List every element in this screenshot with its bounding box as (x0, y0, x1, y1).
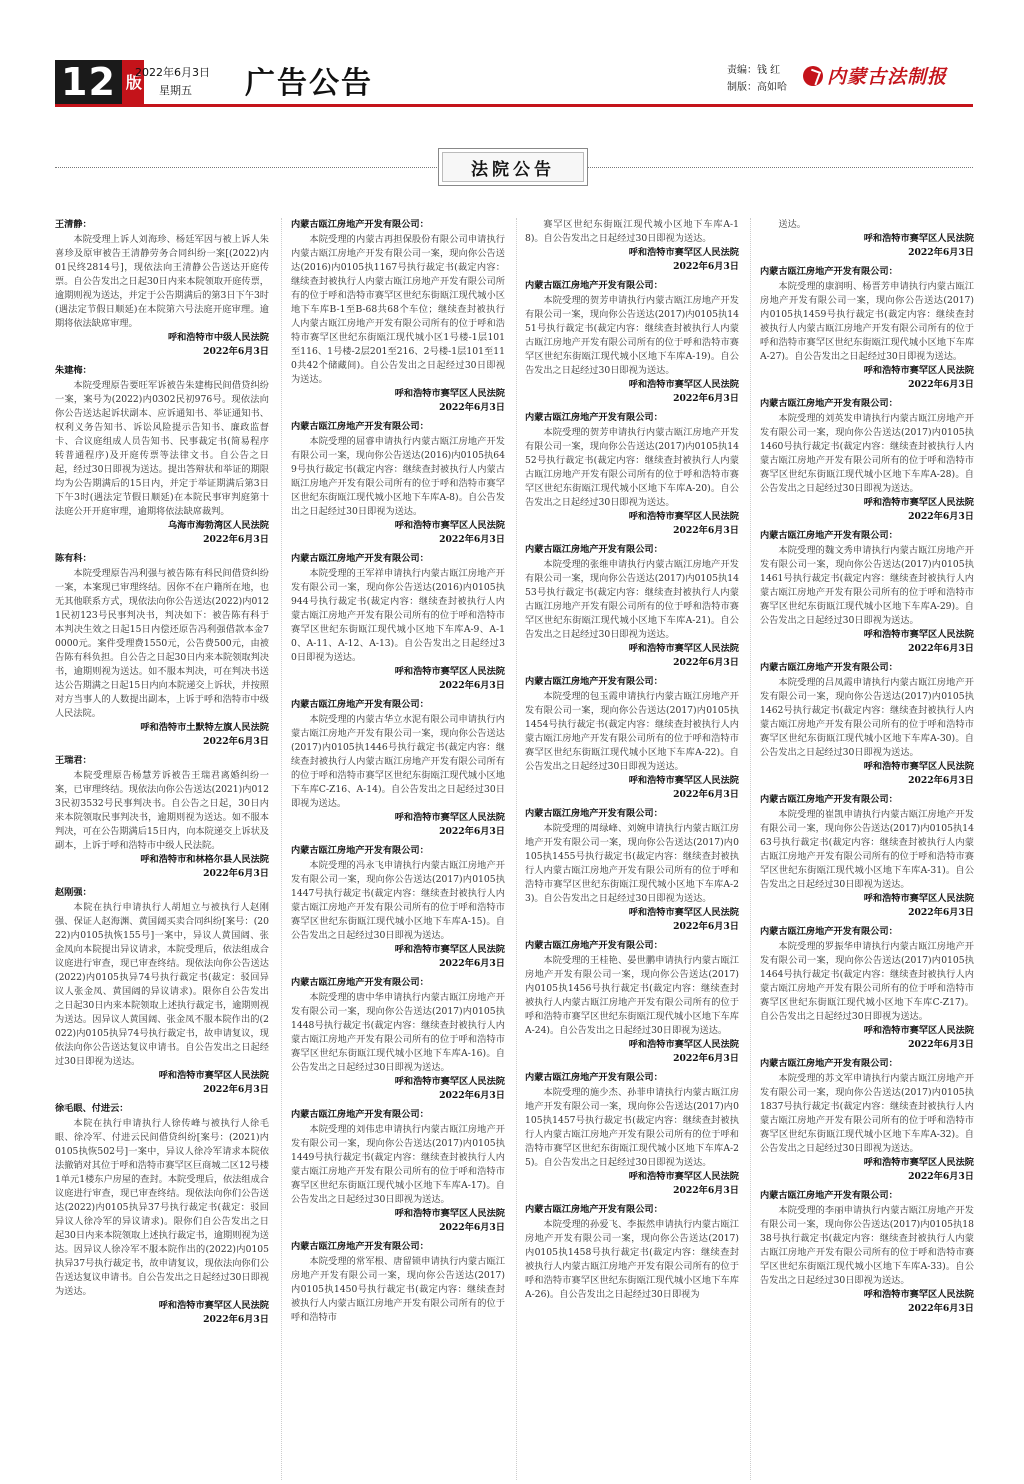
notice-addressee: 内蒙古瓯江房地产开发有限公司： (525, 1072, 663, 1083)
court-notice (55, 364, 269, 547)
notice-date: 2022年6月3日 (673, 921, 739, 932)
issue-weekday: 星期五 (159, 84, 192, 97)
notice-court: 呼和浩特市土默特左旗人民法院 (140, 722, 269, 733)
notice-body: 本院受理的内蒙古再担保股份有限公司申请执行内蒙古瓯江房地产开发有限公司一案，现向你公告送达(2016)内0105执1167号执行裁定书(裁定内容：继续查封被执行人内蒙古瓯江房地产开发有限公司所有的位于呼和浩特市赛罕区世纪东街瓯江现代城小区地下车库B-1至B-68共68个车位；继续查封被执行人内蒙古瓯江房地产开发有限公司所有的位于呼和浩特市赛罕区世纪东街瓯江现代城小区1号楼-1层101至116、1号楼-2层201至216、2号楼-1层101至110共42个储藏间)。自公告发出之日起经过30日即视为送达。 (291, 234, 505, 385)
notice-body: 本院受理的张维申请执行内蒙古瓯江房地产开发有限公司一案，现向你公告送达(2017)内0105执1453号执行裁定书(裁定内容：继续查封被执行人内蒙古瓯江房地产开发有限公司所有的位于呼和浩特市赛罕区世纪东街瓯江现代城小区地下车库A-21)。自公告发出之日起经过30日即视为送达。 (525, 559, 739, 640)
notice-court: 呼和浩特市赛罕区人民法院 (394, 666, 505, 677)
notice-addressee: 内蒙古瓯江房地产开发有限公司： (525, 1204, 663, 1215)
court-notice (760, 1189, 974, 1316)
notice-court: 呼和浩特市赛罕区人民法院 (863, 497, 974, 508)
notice-date: 2022年6月3日 (673, 657, 739, 668)
notice-addressee: 朱建梅： (55, 365, 92, 376)
notice-addressee: 内蒙古瓯江房地产开发有限公司： (525, 808, 663, 819)
court-notice (760, 925, 974, 1052)
notice-court: 呼和浩特市赛罕区人民法院 (863, 629, 974, 640)
notice-court: 呼和浩特市赛罕区人民法院 (394, 520, 505, 531)
notice-body: 本院受理的唐中华申请执行内蒙古瓯江房地产开发有限公司一案，现向你公告送达(2017)内0105执1448号执行裁定书(裁定内容：继续查封被执行人内蒙古瓯江房地产开发有限公司所有的位于呼和浩特市赛罕区世纪东街瓯江现代城小区地下车库A-16)。自公告发出之日起经过30日即视为送达。 (291, 992, 505, 1073)
notice-addressee: 王清静： (55, 219, 92, 230)
notice-date: 2022年6月3日 (203, 868, 269, 879)
notice-addressee: 内蒙古瓯江房地产开发有限公司： (291, 845, 429, 856)
court-notice (760, 661, 974, 788)
notice-body: 本院受理的王桂艳、晏世鹏申请执行内蒙古瓯江房地产开发有限公司一案，现向你公告送达(2017)内0105执1456号执行裁定书(裁定内容：继续查封被执行人内蒙古瓯江房地产开发有限公司所有的位于呼和浩特市赛罕区世纪东街瓯江现代城小区地下车库A-24)。自公告发出之日起经过30日即视为送达。 (525, 955, 739, 1036)
masthead (0, 0, 1024, 110)
notice-body: 本院受理的王军祥申请执行内蒙古瓯江房地产开发有限公司一案，现向你公告送达(2016)内0105执944号执行裁定书(裁定内容：继续查封被执行人内蒙古瓯江房地产开发有限公司所有的位于呼和浩特市赛罕区世纪东街瓯江现代城小区地下车库A-9、A-10、A-11、A-12、A-13)。自公告发出之日起经过30日即视为送达。 (291, 568, 505, 663)
notice-addressee: 内蒙古瓯江房地产开发有限公司： (525, 280, 663, 291)
notice-court: 呼和浩特市赛罕区人民法院 (863, 1289, 974, 1300)
notice-court: 呼和浩特市赛罕区人民法院 (628, 1171, 739, 1182)
notice-body: 本院受理的施少杰、孙菲申请执行内蒙古瓯江房地产开发有限公司一案，现向你公告送达(2017)内0105执1457号执行裁定书(裁定内容：继续查封被执行人内蒙古瓯江房地产开发有限公司所有的位于呼和浩特市赛罕区世纪东街瓯江现代城小区地下车库A-25)。自公告发出之日起经过30日即视为送达。 (525, 1087, 739, 1168)
notice-addressee: 内蒙古瓯江房地产开发有限公司： (760, 530, 898, 541)
notice-date: 2022年6月3日 (908, 643, 974, 654)
notice-court: 呼和浩特市赛罕区人民法院 (863, 1025, 974, 1036)
notice-date: 2022年6月3日 (908, 1303, 974, 1314)
court-notice (525, 675, 739, 802)
notice-court: 呼和浩特市赛罕区人民法院 (158, 1070, 269, 1081)
notice-court: 呼和浩特市赛罕区人民法院 (628, 247, 739, 258)
notice-addressee: 内蒙古瓯江房地产开发有限公司： (525, 412, 663, 423)
notice-body: 本院受理上诉人刘海珍、杨廷军因与被上诉人朱喜珍及原审被告王清静劳务合同纠纷一案[(2022)内01民终2814号]，现依法向王清静公告送达开庭传票。自公告发出之日起30日内来本院领取开庭传票，逾期则视为送达，并定于公告期满后的第3日下午3时(遇法定节假日顺延)在本院第六号法庭开庭审理。逾期将依法缺席审理。 (55, 234, 269, 329)
logo-mark-icon (803, 66, 823, 86)
court-notice (55, 1102, 269, 1327)
column-divider (281, 218, 282, 1480)
credits (727, 62, 787, 96)
notice-body: 本院受理的冯永飞申请执行内蒙古瓯江房地产开发有限公司一案，现向你公告送达(2017)内0105执1447号执行裁定书(裁定内容：继续查封被执行人内蒙古瓯江房地产开发有限公司所有的位于呼和浩特市赛罕区世纪东街瓯江现代城小区地下车库A-15)。自公告发出之日起经过30日即视为送达。 (291, 860, 505, 941)
notice-court: 呼和浩特市赛罕区人民法院 (863, 365, 974, 376)
notice-date: 2022年6月3日 (908, 907, 974, 918)
notice-court: 呼和浩特市赛罕区人民法院 (863, 893, 974, 904)
section-banner-row (0, 148, 1024, 188)
notice-court: 呼和浩特市赛罕区人民法院 (628, 1039, 739, 1050)
notice-addressee: 内蒙古瓯江房地产开发有限公司： (760, 662, 898, 673)
section-banner (438, 148, 588, 186)
notice-addressee: 陈有科： (55, 553, 92, 564)
header-rule (55, 104, 973, 107)
notice-addressee: 内蒙古瓯江房地产开发有限公司： (760, 794, 898, 805)
notice-date: 2022年6月3日 (203, 346, 269, 357)
notice-date: 2022年6月3日 (203, 736, 269, 747)
notice-date: 2022年6月3日 (203, 534, 269, 545)
notice-date: 2022年6月3日 (673, 789, 739, 800)
column-divider (750, 218, 751, 1480)
notice-date: 2022年6月3日 (203, 1084, 269, 1095)
notice-body: 本院受理的常军根、唐留锁申请执行内蒙古瓯江房地产开发有限公司一案，现向你公告送达(2017)内0105执1450号执行裁定书(裁定内容：继续查封被执行人内蒙古瓯江房地产开发有限公司所有的位于呼和浩特市 (291, 1256, 505, 1323)
notice-date: 2022年6月3日 (439, 826, 505, 837)
notice-addressee: 内蒙古瓯江房地产开发有限公司： (291, 1241, 429, 1252)
notice-body: 本院受理的周绿峰、刘婉申请执行内蒙古瓯江房地产开发有限公司一案，现向你公告送达(2017)内0105执1455号执行裁定书(裁定内容：继续查封被执行人内蒙古瓯江房地产开发有限公司所有的位于呼和浩特市赛罕区世纪东街瓯江现代城小区地下车库A-23)。自公告发出之日起经过30日即视为送达。 (525, 823, 739, 904)
notice-body: 本院受理的刘伟忠申请执行内蒙古瓯江房地产开发有限公司一案，现向你公告送达(2017)内0105执1449号执行裁定书(裁定内容：继续查封被执行人内蒙古瓯江房地产开发有限公司所有的位于呼和浩特市赛罕区世纪东街瓯江现代城小区地下车库A-17)。自公告发出之日起经过30日即视为送达。 (291, 1124, 505, 1205)
notice-addressee: 徐毛眼、付进云： (55, 1103, 129, 1114)
notice-date: 2022年6月3日 (908, 247, 974, 258)
notice-addressee: 内蒙古瓯江房地产开发有限公司： (525, 544, 663, 555)
notice-addressee: 内蒙古瓯江房地产开发有限公司： (760, 1190, 898, 1201)
column-divider (516, 218, 517, 1480)
notice-date: 2022年6月3日 (439, 534, 505, 545)
section-title: 广告公告 (245, 66, 373, 101)
notice-date: 2022年6月3日 (439, 1222, 505, 1233)
issue-date: 2022年6月3日 (135, 66, 210, 79)
notice-addressee: 内蒙古瓯江房地产开发有限公司： (760, 926, 898, 937)
notice-date: 2022年6月3日 (673, 261, 739, 272)
notice-court: 呼和浩特市赛罕区人民法院 (628, 643, 739, 654)
notice-date: 2022年6月3日 (908, 511, 974, 522)
court-notice (291, 218, 505, 415)
newspaper-logo (803, 62, 947, 89)
court-notice (55, 552, 269, 749)
page-ban-label: 版 (122, 60, 144, 104)
notice-court: 呼和浩特市赛罕区人民法院 (158, 1300, 269, 1311)
notice-court: 呼和浩特市赛罕区人民法院 (394, 812, 505, 823)
notice-date: 2022年6月3日 (203, 1314, 269, 1325)
notice-court: 呼和浩特市赛罕区人民法院 (628, 379, 739, 390)
producer-credit: 制版：高如哈 (727, 82, 787, 93)
notice-court: 呼和浩特市赛罕区人民法院 (394, 388, 505, 399)
notice-court: 呼和浩特市赛罕区人民法院 (863, 1157, 974, 1168)
notice-court: 呼和浩特市中级人民法院 (167, 332, 269, 343)
notice-date: 2022年6月3日 (673, 1053, 739, 1064)
court-notice (525, 218, 739, 274)
notice-court: 呼和浩特市赛罕区人民法院 (628, 775, 739, 786)
notice-addressee: 赵刚强： (55, 887, 92, 898)
notice-court: 呼和浩特市赛罕区人民法院 (628, 907, 739, 918)
notice-addressee: 王瑞君： (55, 755, 92, 766)
notice-date: 2022年6月3日 (439, 958, 505, 969)
notice-date: 2022年6月3日 (908, 1171, 974, 1182)
court-notice (291, 1108, 505, 1235)
notice-court: 呼和浩特市赛罕区人民法院 (394, 1208, 505, 1219)
notice-court: 呼和浩特市和林格尔县人民法院 (140, 854, 269, 865)
notice-addressee: 内蒙古瓯江房地产开发有限公司： (525, 940, 663, 951)
court-notice (760, 529, 974, 656)
notice-addressee: 内蒙古瓯江房地产开发有限公司： (291, 553, 429, 564)
notice-date: 2022年6月3日 (439, 1090, 505, 1101)
notice-court: 呼和浩特市赛罕区人民法院 (628, 511, 739, 522)
notice-body: 本院受理的苏文军申请执行内蒙古瓯江房地产开发有限公司一案，现向你公告送达(2017)内0105执1837号执行裁定书(裁定内容：继续查封被执行人内蒙古瓯江房地产开发有限公司所有的位于呼和浩特市赛罕区世纪东街瓯江现代城小区地下车库A-32)。自公告发出之日起经过30日即视为送达。 (760, 1073, 974, 1154)
notice-addressee: 内蒙古瓯江房地产开发有限公司： (291, 421, 429, 432)
notice-body: 本院受理的屈睿申请执行内蒙古瓯江房地产开发有限公司一案，现向你公告送达(2016)内0105执649号执行裁定书(裁定内容：继续查封被执行人内蒙古瓯江房地产开发有限公司所有的位于呼和浩特市赛罕区世纪东街瓯江现代城小区地下车库A-8)。自公告发出之日起经过30日即视为送达。 (291, 436, 505, 517)
notice-column-4 (760, 218, 974, 1480)
editor-credit: 责编：钱 红 (727, 65, 781, 76)
notice-body: 赛罕区世纪东街瓯江现代城小区地下车库A-18)。自公告发出之日起经过30日即视为送达。 (525, 219, 739, 244)
notice-date: 2022年6月3日 (673, 1185, 739, 1196)
notice-addressee: 内蒙古瓯江房地产开发有限公司： (760, 1058, 898, 1069)
court-notice (291, 844, 505, 971)
court-notice (525, 939, 739, 1066)
court-notice (55, 886, 269, 1097)
notice-date: 2022年6月3日 (439, 402, 505, 413)
notice-court: 呼和浩特市赛罕区人民法院 (863, 761, 974, 772)
page-badge (55, 60, 144, 104)
notice-addressee: 内蒙古瓯江房地产开发有限公司： (760, 266, 898, 277)
court-notice (525, 279, 739, 406)
notice-court: 呼和浩特市赛罕区人民法院 (394, 944, 505, 955)
notice-body: 本院受理的贺芳申请执行内蒙古瓯江房地产开发有限公司一案，现向你公告送达(2017)内0105执1451号执行裁定书(裁定内容：继续查封被执行人内蒙古瓯江房地产开发有限公司所有的位于呼和浩特市赛罕区世纪东街瓯江现代城小区地下车库A-19)。自公告发出之日起经过30日即视为送达。 (525, 295, 739, 376)
notice-body: 本院在执行申请执行人胡旭立与被执行人赵刚强、保证人赵海渊、黄国阔买卖合同纠纷[案号：(2022)内0105执恢155号]一案中，异议人黄国阔、张金凤向本院提出异议请求，本院受理后，依法组成合议庭进行审查，现已审查终结。现依法向你公告送达(2022)内0105执异74号执行裁定书(裁定：驳回异议人张金凤、黄国阔的异议请求)。限你自公告发出之日起30日内来本院领取上述执行裁定书，逾期则视为送达。因异议人黄国阔、张金凤不服本院作出的(2022)内0105执异74号执行裁定书，故申请复议，现依法向你公告送达复议申请书。自公告发出之日起经过30日即视为送达。 (55, 902, 269, 1067)
notice-body: 本院受理的魏文秀申请执行内蒙古瓯江房地产开发有限公司一案，现向你公告送达(2017)内0105执1461号执行裁定书(裁定内容：继续查封被执行人内蒙古瓯江房地产开发有限公司所有的位于呼和浩特市赛罕区世纪东街瓯江现代城小区地下车库A-29)。自公告发出之日起经过30日即视为送达。 (760, 545, 974, 626)
notice-court: 乌海市海勃湾区人民法院 (167, 520, 269, 531)
notice-addressee: 内蒙古瓯江房地产开发有限公司： (291, 1109, 429, 1120)
notice-body: 本院受理的刘英发申请执行内蒙古瓯江房地产开发有限公司一案，现向你公告送达(2017)内0105执1460号执行裁定书(裁定内容：继续查封被执行人内蒙古瓯江房地产开发有限公司所有的位于呼和浩特市赛罕区世纪东街瓯江现代城小区地下车库A-28)。自公告发出之日起经过30日即视为送达。 (760, 413, 974, 494)
notice-column-3 (525, 218, 739, 1480)
court-notice (760, 1057, 974, 1184)
notice-addressee: 内蒙古瓯江房地产开发有限公司： (291, 219, 429, 230)
notice-body: 本院受理的包玉霞申请执行内蒙古瓯江房地产开发有限公司一案，现向你公告送达(2017)内0105执1454号执行裁定书(裁定内容：继续查封被执行人内蒙古瓯江房地产开发有限公司所有的位于呼和浩特市赛罕区世纪东街瓯江现代城小区地下车库A-22)。自公告发出之日起经过30日即视为送达。 (525, 691, 739, 772)
notice-addressee: 内蒙古瓯江房地产开发有限公司： (291, 977, 429, 988)
court-notice (760, 218, 974, 260)
notice-addressee: 内蒙古瓯江房地产开发有限公司： (291, 699, 429, 710)
notice-court: 呼和浩特市赛罕区人民法院 (863, 233, 974, 244)
court-notice (760, 793, 974, 920)
court-notice (55, 754, 269, 881)
notice-date: 2022年6月3日 (908, 775, 974, 786)
notice-body: 本院受理的康润明、杨晋芳申请执行内蒙古瓯江房地产开发有限公司一案，现向你公告送达(2017)内0105执1459号执行裁定书(裁定内容：继续查封被执行人内蒙古瓯江房地产开发有限公司所有的位于呼和浩特市赛罕区世纪东街瓯江现代城小区地下车库A-27)。自公告发出之日起经过30日即视为送达。 (760, 281, 974, 362)
notice-addressee: 内蒙古瓯江房地产开发有限公司： (525, 676, 663, 687)
court-notice (525, 1203, 739, 1302)
banner-title: 法院公告 (471, 159, 555, 180)
court-notice (525, 807, 739, 934)
court-notice (291, 420, 505, 547)
notice-body: 本院在执行申请执行人徐传峰与被执行人徐毛眼、徐冷军、付进云民间借贷纠纷[案号：(2021)内0105执恢502号]一案中，异议人徐冷军请求本院依法撤销对其位于呼和浩特市赛罕区巨商城二区12号楼1单元1楼东户房屋的查封。本院受理后，依法组成合议庭进行审查，现已审查终结。现依法向你们公告送达(2022)内0105执异37号执行裁定书(裁定：驳回异议人徐冷军的异议请求)。限你们自公告发出之日起30日内来本院领取上述执行裁定书，逾期则视为送达。因异议人徐冷军不服本院作出的(2022)内0105执异37号执行裁定书，故申请复议，现依法向你们公告送达复议申请书。自公告发出之日起经过30日即视为送达。 (55, 1118, 269, 1297)
court-notice (760, 265, 974, 392)
notice-date: 2022年6月3日 (908, 379, 974, 390)
notice-body: 本院受理原告冯利强与被告陈有科民间借贷纠纷一案，本案现已审理终结。因你不在户籍所在地，也无其他联系方式，现依法向你公告送达(2022)内0121民初123号民事判决书，判决如下：被告陈有科于本判决生效之日起15日内偿还原告冯利强借款本金70000元。案件受理费1550元，公告费500元，由被告陈有科负担。自公告之日起30日内来本院领取判决书，逾期则视为送达。如不服本判决，可在判决书送达公告期满之日起15日内向本院递交上诉状，并按照对方当事人的人数提出副本，上诉于呼和浩特市中级人民法院。 (55, 568, 269, 719)
notice-body: 本院受理原告要旺军诉被告朱建梅民间借贷纠纷一案，案号为(2022)内0302民初976号。现依法向你公告送达起诉状副本、应诉通知书、举证通知书、权利义务告知书、诉讼风险提示告知书、廉政监督卡、合议庭组成人员告知书、民事裁定书(简易程序转普通程序)及开庭传票等法律文书。自公告之日起，经过30日即视为送达。提出答辩状和举证的期限均为公告期满后的15日内，并定于举证期满后第3日下午3时(遇法定节假日顺延)在本院民事审判庭第十法庭公开开庭审理，逾期将依法缺席裁判。 (55, 380, 269, 517)
notice-date: 2022年6月3日 (673, 525, 739, 536)
notice-date: 2022年6月3日 (439, 680, 505, 691)
notice-body: 本院受理的孙爱飞、李振然申请执行内蒙古瓯江房地产开发有限公司一案，现向你公告送达(2017)内0105执1458号执行裁定书(裁定内容：继续查封被执行人内蒙古瓯江房地产开发有限公司所有的位于呼和浩特市赛罕区世纪东街瓯江现代城小区地下车库A-26)。自公告发出之日起经过30日即视为 (525, 1219, 739, 1300)
notice-body: 本院受理的李丽申请执行内蒙古瓯江房地产开发有限公司一案，现向你公告送达(2017)内0105执1838号执行裁定书(裁定内容：继续查封被执行人内蒙古瓯江房地产开发有限公司所有的位于呼和浩特市赛罕区世纪东街瓯江现代城小区地下车库A-33)。自公告发出之日起经过30日即视为送达。 (760, 1205, 974, 1286)
court-notice (291, 976, 505, 1103)
notice-column-2 (291, 218, 505, 1480)
court-notice (291, 552, 505, 693)
notice-body: 本院受理原告杨慧芳诉被告王瑞君离婚纠纷一案，已审理终结。现依法向你公告送达(2021)内0123民初3532号民事判决书。自公告之日起，30日内来本院领取民事判决书，逾期则视为送达。如不服本判决，可在公告期满后15日内，向本院递交上诉状及副本，上诉于呼和浩特市中级人民法院。 (55, 770, 269, 851)
court-notice (760, 397, 974, 524)
court-notice (525, 411, 739, 538)
court-notice (291, 698, 505, 839)
notice-body: 本院受理的崔凯申请执行内蒙古瓯江房地产开发有限公司一案，现向你公告送达(2017)内0105执1463号执行裁定书(裁定内容：继续查封被执行人内蒙古瓯江房地产开发有限公司所有的位于呼和浩特市赛罕区世纪东街瓯江现代城小区地下车库A-31)。自公告发出之日起经过30日即视为送达。 (760, 809, 974, 890)
notice-date: 2022年6月3日 (908, 1039, 974, 1050)
issue-date-box (135, 64, 210, 100)
court-notice (291, 1240, 505, 1325)
notice-body: 本院受理的内蒙古华立水泥有限公司申请执行内蒙古瓯江房地产开发有限公司一案，现向你公告送达(2017)内0105执1446号执行裁定书(裁定内容：继续查封被执行人内蒙古瓯江房地产开发有限公司所有的位于呼和浩特市赛罕区世纪东街瓯江现代城小区地下车库C-Z16、A-14)。自公告发出之日起经过30日即视为送达。 (291, 714, 505, 809)
notice-body: 本院受理的吕凤霞申请执行内蒙古瓯江房地产开发有限公司一案，现向你公告送达(2017)内0105执1462号执行裁定书(裁定内容：继续查封被执行人内蒙古瓯江房地产开发有限公司所有的位于呼和浩特市赛罕区世纪东街瓯江现代城小区地下车库A-30)。自公告发出之日起经过30日即视为送达。 (760, 677, 974, 758)
notice-date: 2022年6月3日 (673, 393, 739, 404)
notice-court: 呼和浩特市赛罕区人民法院 (394, 1076, 505, 1087)
notice-column-1 (55, 218, 269, 1480)
court-notice (55, 218, 269, 359)
notice-addressee: 内蒙古瓯江房地产开发有限公司： (760, 398, 898, 409)
court-notice (525, 1071, 739, 1198)
notice-body: 本院受理的贺芳申请执行内蒙古瓯江房地产开发有限公司一案，现向你公告送达(2017)内0105执1452号执行裁定书(裁定内容：继续查封被执行人内蒙古瓯江房地产开发有限公司所有的位于呼和浩特市赛罕区世纪东街瓯江现代城小区地下车库A-20)。自公告发出之日起经过30日即视为送达。 (525, 427, 739, 508)
logo-text: 内蒙古法制报 (827, 66, 948, 88)
notice-body: 送达。 (778, 219, 806, 230)
court-notice (525, 543, 739, 670)
page-number: 12 (55, 60, 122, 104)
notice-body: 本院受理的罗振华申请执行内蒙古瓯江房地产开发有限公司一案，现向你公告送达(2017)内0105执1464号执行裁定书(裁定内容：继续查封被执行人内蒙古瓯江房地产开发有限公司所有的位于呼和浩特市赛罕区世纪东街瓯江现代城小区地下车库C-Z17)。自公告发出之日起经过30日即视为送达。 (760, 941, 974, 1022)
